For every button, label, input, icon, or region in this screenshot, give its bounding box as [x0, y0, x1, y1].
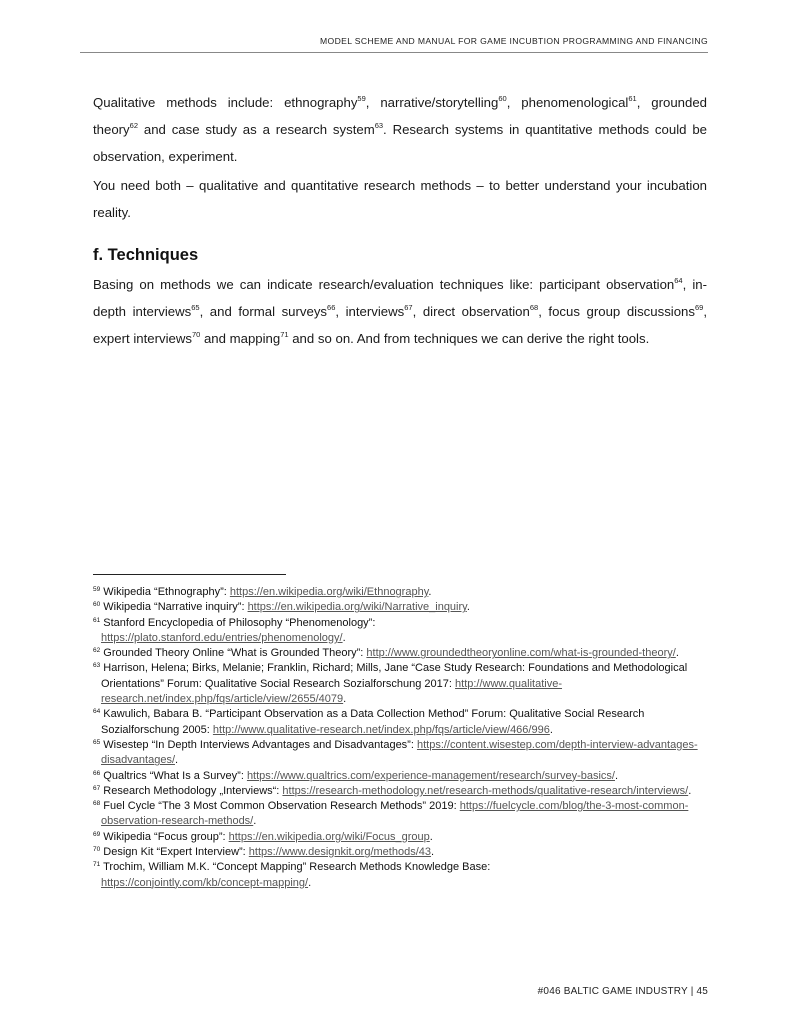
punct: .	[342, 631, 346, 644]
footnote-text: Wikipedia “Ethnography”:	[100, 586, 230, 598]
footnote-number: 59	[93, 586, 101, 593]
text: , focus group discussions	[538, 304, 695, 319]
footnote-text: Research Methodology „Interviews“:	[100, 784, 283, 797]
footnote-number: 65	[93, 738, 101, 746]
footnote-number: 69	[93, 830, 101, 838]
footnote-66	[93, 769, 713, 784]
footnote-text: Design Kit “Expert Interview”:	[100, 846, 249, 859]
text: . Research systems in quantitative methods could be observation, experiment.	[93, 122, 707, 164]
footnote-link[interactable]: https://en.wikipedia.org/wiki/Ethnography	[229, 586, 429, 598]
punct: .	[688, 784, 692, 797]
text: , in-depth interviews	[93, 277, 708, 319]
footnote-70	[93, 845, 713, 860]
punct: .	[343, 693, 347, 706]
footnote-link[interactable]: http://www.qualitative-research.net/index.php/fqs/article/view/2655/4079	[101, 677, 563, 706]
punct: .	[308, 876, 312, 889]
footnote-ref[interactable]: 63	[374, 121, 384, 130]
text: , and formal surveys	[199, 304, 328, 319]
punct: .	[466, 601, 470, 614]
footnote-number: 64	[93, 708, 101, 716]
footnote-61	[93, 616, 713, 647]
footnote-text: Trochim, William M.K. “Concept Mapping” Research Methods Knowledge Base:	[100, 861, 491, 874]
footnote-link[interactable]: https://www.qualtrics.com/experience-management/research/survey-basics/	[246, 769, 615, 782]
paragraph-qualitative-methods	[93, 89, 707, 170]
footnote-text: Fuel Cycle “The 3 Most Common Observation Research Methods” 2019:	[100, 800, 460, 813]
footnote-63	[93, 661, 713, 707]
footnote-ref[interactable]: 61	[628, 94, 637, 103]
footnote-link[interactable]: https://en.wikipedia.org/wiki/Narrative_inquiry	[247, 601, 467, 614]
footnote-ref[interactable]: 60	[498, 94, 507, 103]
punct: .	[431, 846, 435, 859]
footnote-number: 66	[93, 769, 101, 777]
punct: .	[549, 723, 553, 736]
footnote-ref[interactable]: 67	[404, 303, 413, 312]
punct: .	[429, 830, 433, 843]
text: You need both – qualitative and quantitative research methods – to better understand your incubation reality.	[93, 178, 707, 220]
footnote-ref[interactable]: 71	[280, 330, 289, 339]
punct: .	[175, 754, 179, 767]
footnote-number: 71	[93, 861, 101, 869]
punct: .	[253, 815, 257, 828]
footnote-link[interactable]: https://www.designkit.org/methods/43	[248, 846, 432, 859]
footnote-ref[interactable]: 64	[674, 276, 683, 285]
punct: .	[428, 586, 432, 598]
footnote-link[interactable]: http://www.groundedtheoryonline.com/what-is-grounded-theory/	[366, 647, 676, 660]
punct: .	[675, 647, 679, 660]
footnote-text: Kawulich, Babara B. “Participant Observation as a Data Collection Method” Forum: Qualitative Social Research Sozialforschung 2005:	[100, 708, 645, 736]
text: and case study as a research system	[138, 122, 375, 137]
footnote-number: 63	[93, 662, 101, 670]
footnote-text: Wisestep “In Depth Interviews Advantages and Disadvantages”:	[100, 738, 417, 751]
footnote-number: 62	[93, 647, 101, 655]
footnote-71	[93, 860, 713, 891]
footnote-link[interactable]: https://plato.stanford.edu/entries/phenomenology/	[101, 631, 343, 644]
footnote-ref[interactable]: 59	[357, 94, 366, 103]
paragraph-both-methods	[93, 172, 707, 226]
footnote-number: 60	[93, 601, 101, 609]
footnote-text: Wikipedia “Focus group”:	[100, 830, 229, 843]
footnote-60	[93, 600, 713, 615]
footnote-ref[interactable]: 69	[695, 303, 704, 312]
running-header: MODEL SCHEME AND MANUAL FOR GAME INCUBTION PROGRAMMING AND FINANCING	[320, 36, 708, 46]
footnote-text: Stanford Encyclopedia of Philosophy “Phenomenology”:	[100, 616, 376, 629]
footnote-number: 70	[93, 846, 101, 854]
footnote-62	[93, 646, 713, 661]
footnote-link[interactable]: http://www.qualitative-research.net/index.php/fqs/article/view/466/996	[212, 723, 550, 736]
text: , narrative/storytelling	[365, 95, 499, 110]
text: and mapping	[200, 331, 281, 346]
footnote-67	[93, 784, 713, 799]
text: , expert interviews	[93, 304, 708, 346]
footnote-69	[93, 830, 713, 845]
footnotes	[93, 585, 713, 891]
text: Basing on methods we can indicate research/evaluation techniques like: participant observation	[93, 277, 675, 292]
footnote-text: Harrison, Helena; Birks, Melanie; Franklin, Richard; Mills, Jane “Case Study Research: Foundations and Methodological Orientations” Forum: Qualitative Social Research Sozialforschung 2017:	[100, 662, 688, 690]
footnote-link[interactable]: https://en.wikipedia.org/wiki/Focus_group	[228, 830, 430, 843]
footnote-ref[interactable]: 68	[529, 303, 539, 312]
text: Qualitative methods include: ethnography	[93, 95, 358, 110]
paragraph-techniques	[93, 271, 707, 352]
text: and so on. And from techniques we can derive the right tools.	[288, 331, 650, 346]
footnote-64	[93, 707, 713, 738]
footnote-link[interactable]: https://conjointly.com/kb/concept-mapping/	[101, 876, 309, 889]
text: , direct observation	[412, 304, 530, 319]
footnote-number: 68	[93, 800, 101, 808]
footnote-link[interactable]: https://fuelcycle.com/blog/the-3-most-common-observation-research-methods/	[101, 800, 689, 828]
footnote-link[interactable]: https://content.wisestep.com/depth-interview-advantages-disadvantages/	[101, 738, 698, 767]
section-heading: f. Techniques	[93, 246, 199, 264]
footnote-separator	[93, 574, 286, 575]
footnote-ref[interactable]: 65	[191, 303, 200, 312]
text: , phenomenological	[506, 95, 629, 110]
footnote-number: 61	[93, 616, 101, 624]
footnote-59	[93, 585, 713, 600]
footnote-ref[interactable]: 62	[129, 121, 138, 130]
punct: .	[614, 769, 619, 782]
footnote-ref[interactable]: 70	[191, 330, 201, 339]
footnote-68	[93, 799, 713, 830]
footnote-ref[interactable]: 66	[327, 303, 336, 312]
footnote-text: Qualtrics “What Is a Survey”:	[100, 769, 247, 782]
footnote-number: 67	[93, 784, 101, 792]
footnote-text: Grounded Theory Online “What is Grounded Theory”:	[100, 647, 367, 660]
text: , grounded theory	[93, 95, 708, 137]
header-divider	[80, 52, 708, 53]
text: , interviews	[335, 304, 405, 319]
footnote-link[interactable]: https://research-methodology.net/research-methods/qualitative-research/interviews/	[282, 784, 689, 797]
footnote-65	[93, 738, 713, 769]
footnote-text: Wikipedia “Narrative inquiry”:	[100, 601, 248, 614]
page-footer: #046 BALTIC GAME INDUSTRY | 45	[537, 986, 708, 997]
